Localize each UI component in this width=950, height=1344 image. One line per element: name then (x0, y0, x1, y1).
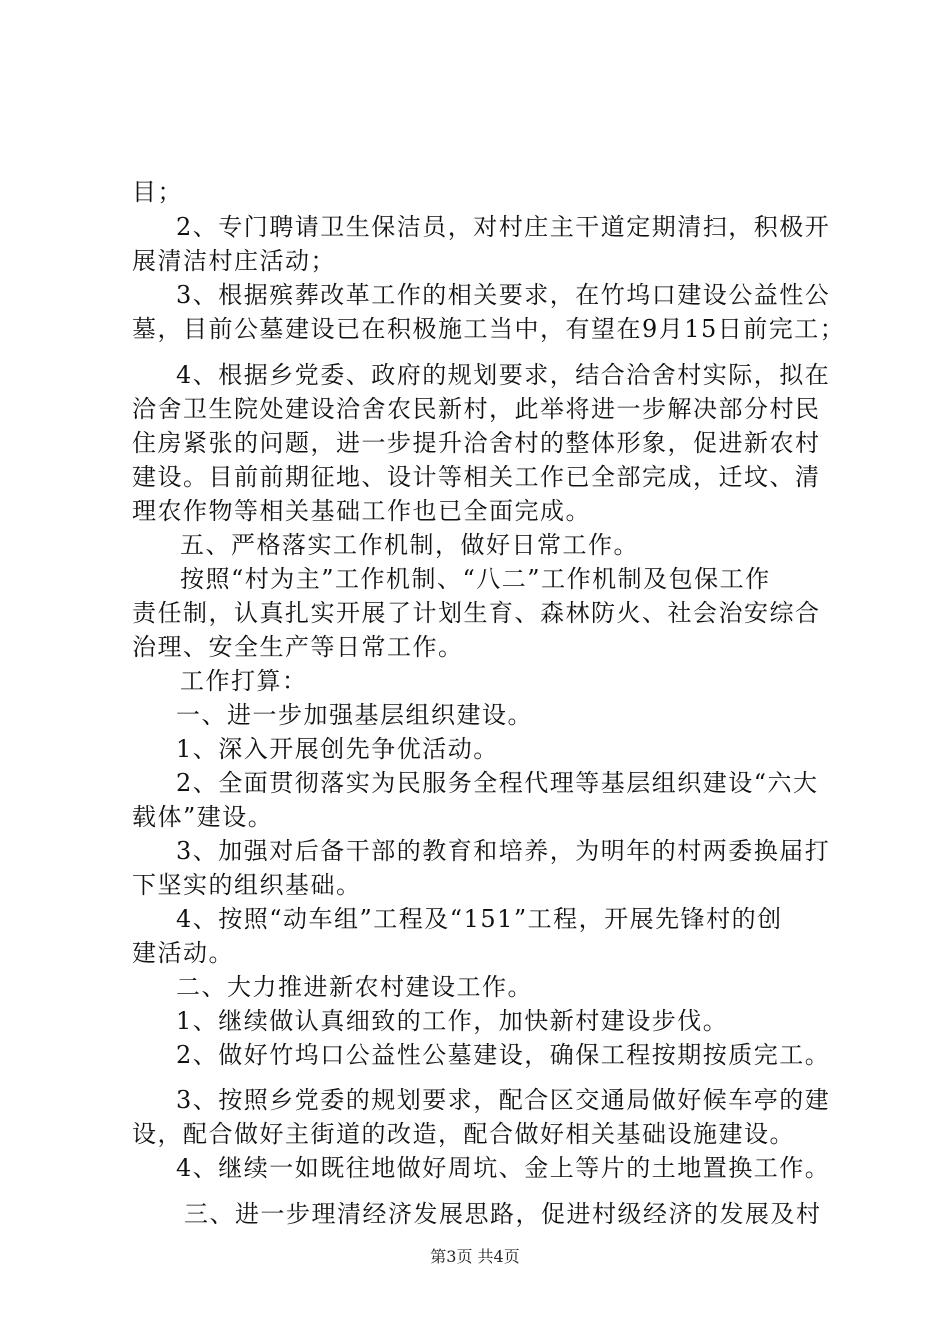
text-line: 4、继续一如既往地做好周坑、金上等片的土地置换工作。 (176, 1154, 831, 1182)
section-heading: 工作打算： (180, 667, 308, 695)
text-line: 3、加强对后备干部的教育和培养，为明年的村两委换届打 (176, 837, 831, 865)
text-line: 2、专门聘请卫生保洁员，对村庄主干道定期清扫，积极开 (176, 213, 831, 241)
text-line: 4、根据乡党委、政府的规划要求，结合洽舍村实际，拟在 (176, 361, 831, 389)
text-line: 1、深入开展创先争优活动。 (176, 735, 499, 763)
text-line: 治理、安全生产等日常工作。 (132, 633, 464, 661)
section-heading: 五、严格落实工作机制，做好日常工作。 (180, 531, 639, 559)
text-line: 4、按照“动车组”工程及“151”工程，开展先锋村的创 (176, 905, 783, 933)
text-line: 洽舍卫生院处建设洽舍农民新村，此举将进一步解决部分村民 (132, 395, 821, 423)
text-line: 2、全面贯彻落实为民服务全程代理等基层组织建设“六大 (176, 769, 819, 797)
section-heading: 二、大力推进新农村建设工作。 (176, 973, 533, 1001)
text-line: 责任制，认真扎实开展了计划生育、森林防火、社会治安综合 (132, 599, 821, 627)
text-line: 住房紧张的问题，进一步提升洽舍村的整体形象，促进新农村 (132, 429, 821, 457)
text-line: 按照“村为主”工作机制、“八二”工作机制及包保工作 (180, 565, 771, 593)
text-line: 展清洁村庄活动； (132, 247, 336, 275)
text-line: 理农作物等相关基础工作也已全面完成。 (132, 497, 591, 525)
text-line: 下坚实的组织基础。 (132, 871, 362, 899)
text-line: 2、做好竹坞口公益性公墓建设，确保工程按期按质完工。 (176, 1041, 831, 1069)
section-heading: 一、进一步加强基层组织建设。 (176, 701, 533, 729)
text-line: 3、根据殡葬改革工作的相关要求，在竹坞口建设公益性公 (176, 281, 831, 309)
text-line: 墓，目前公墓建设已在积极施工当中，有望在9月15日前完工； (132, 315, 846, 343)
section-heading: 三、进一步理清经济发展思路，促进村级经济的发展及村 (184, 1200, 822, 1228)
text-line: 设，配合做好主街道的改造，配合做好相关基础设施建设。 (132, 1120, 795, 1148)
text-line: 建活动。 (132, 939, 234, 967)
text-line: 建设。目前前期征地、设计等相关工作已全部完成，迁坟、清 (132, 463, 821, 491)
text-line: 载体”建设。 (132, 803, 274, 831)
page-footer: 第3页 共4页 (430, 1247, 520, 1266)
text-line: 1、继续做认真细致的工作，加快新村建设步伐。 (176, 1007, 729, 1035)
text-line: 3、按照乡党委的规划要求，配合区交通局做好候车亭的建 (176, 1086, 831, 1114)
text-line: 目； (132, 178, 183, 206)
